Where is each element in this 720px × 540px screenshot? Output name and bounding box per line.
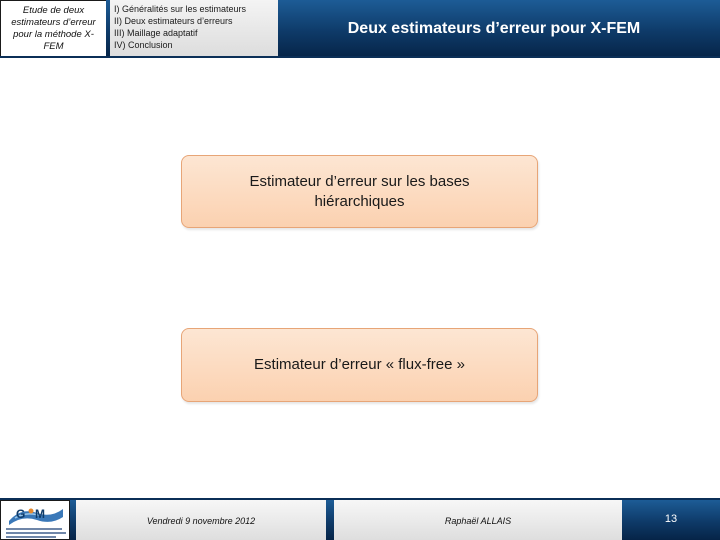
outline-item-2: II) Deux estimateurs d’erreurs	[114, 16, 233, 26]
footer-author: Raphaël ALLAIS	[444, 516, 512, 526]
footer-author-panel	[334, 500, 622, 540]
footer-date-panel	[76, 500, 326, 540]
estimator-box-label: Estimateur d’erreur « flux-free »	[254, 356, 465, 373]
outline-item-3: III) Maillage adaptatif	[114, 28, 198, 38]
title-bar	[278, 0, 720, 58]
logo-caption	[6, 528, 66, 540]
outline-item-4: IV) Conclusion	[114, 40, 173, 50]
estimator-box-label: Estimateur d’erreur sur les bases hiérarchiques	[249, 172, 470, 210]
page-number: 13	[664, 513, 678, 525]
outline-item-1: I) Généralités sur les estimateurs	[114, 4, 247, 14]
header-rule	[0, 56, 720, 58]
short-title: Etude de deux estimateurs d’erreur pour la méthode X-FEM	[11, 5, 96, 52]
footer-date: Vendredi 9 novembre 2012	[146, 516, 256, 526]
gem-logo	[0, 500, 70, 540]
slide-title: Deux estimateurs d’erreur pour X-FEM	[347, 20, 641, 37]
estimator-box-hierarchical	[181, 155, 538, 228]
footer-page-panel	[622, 500, 720, 540]
logo-lettering: G	[16, 507, 26, 521]
short-title-panel	[0, 0, 106, 58]
footer-divider	[326, 500, 334, 540]
slide-header	[0, 0, 720, 58]
outline-panel	[110, 0, 278, 58]
svg-text:M: M	[35, 507, 45, 521]
estimator-box-flux-free	[181, 328, 538, 402]
gem-logo-icon	[7, 504, 65, 526]
